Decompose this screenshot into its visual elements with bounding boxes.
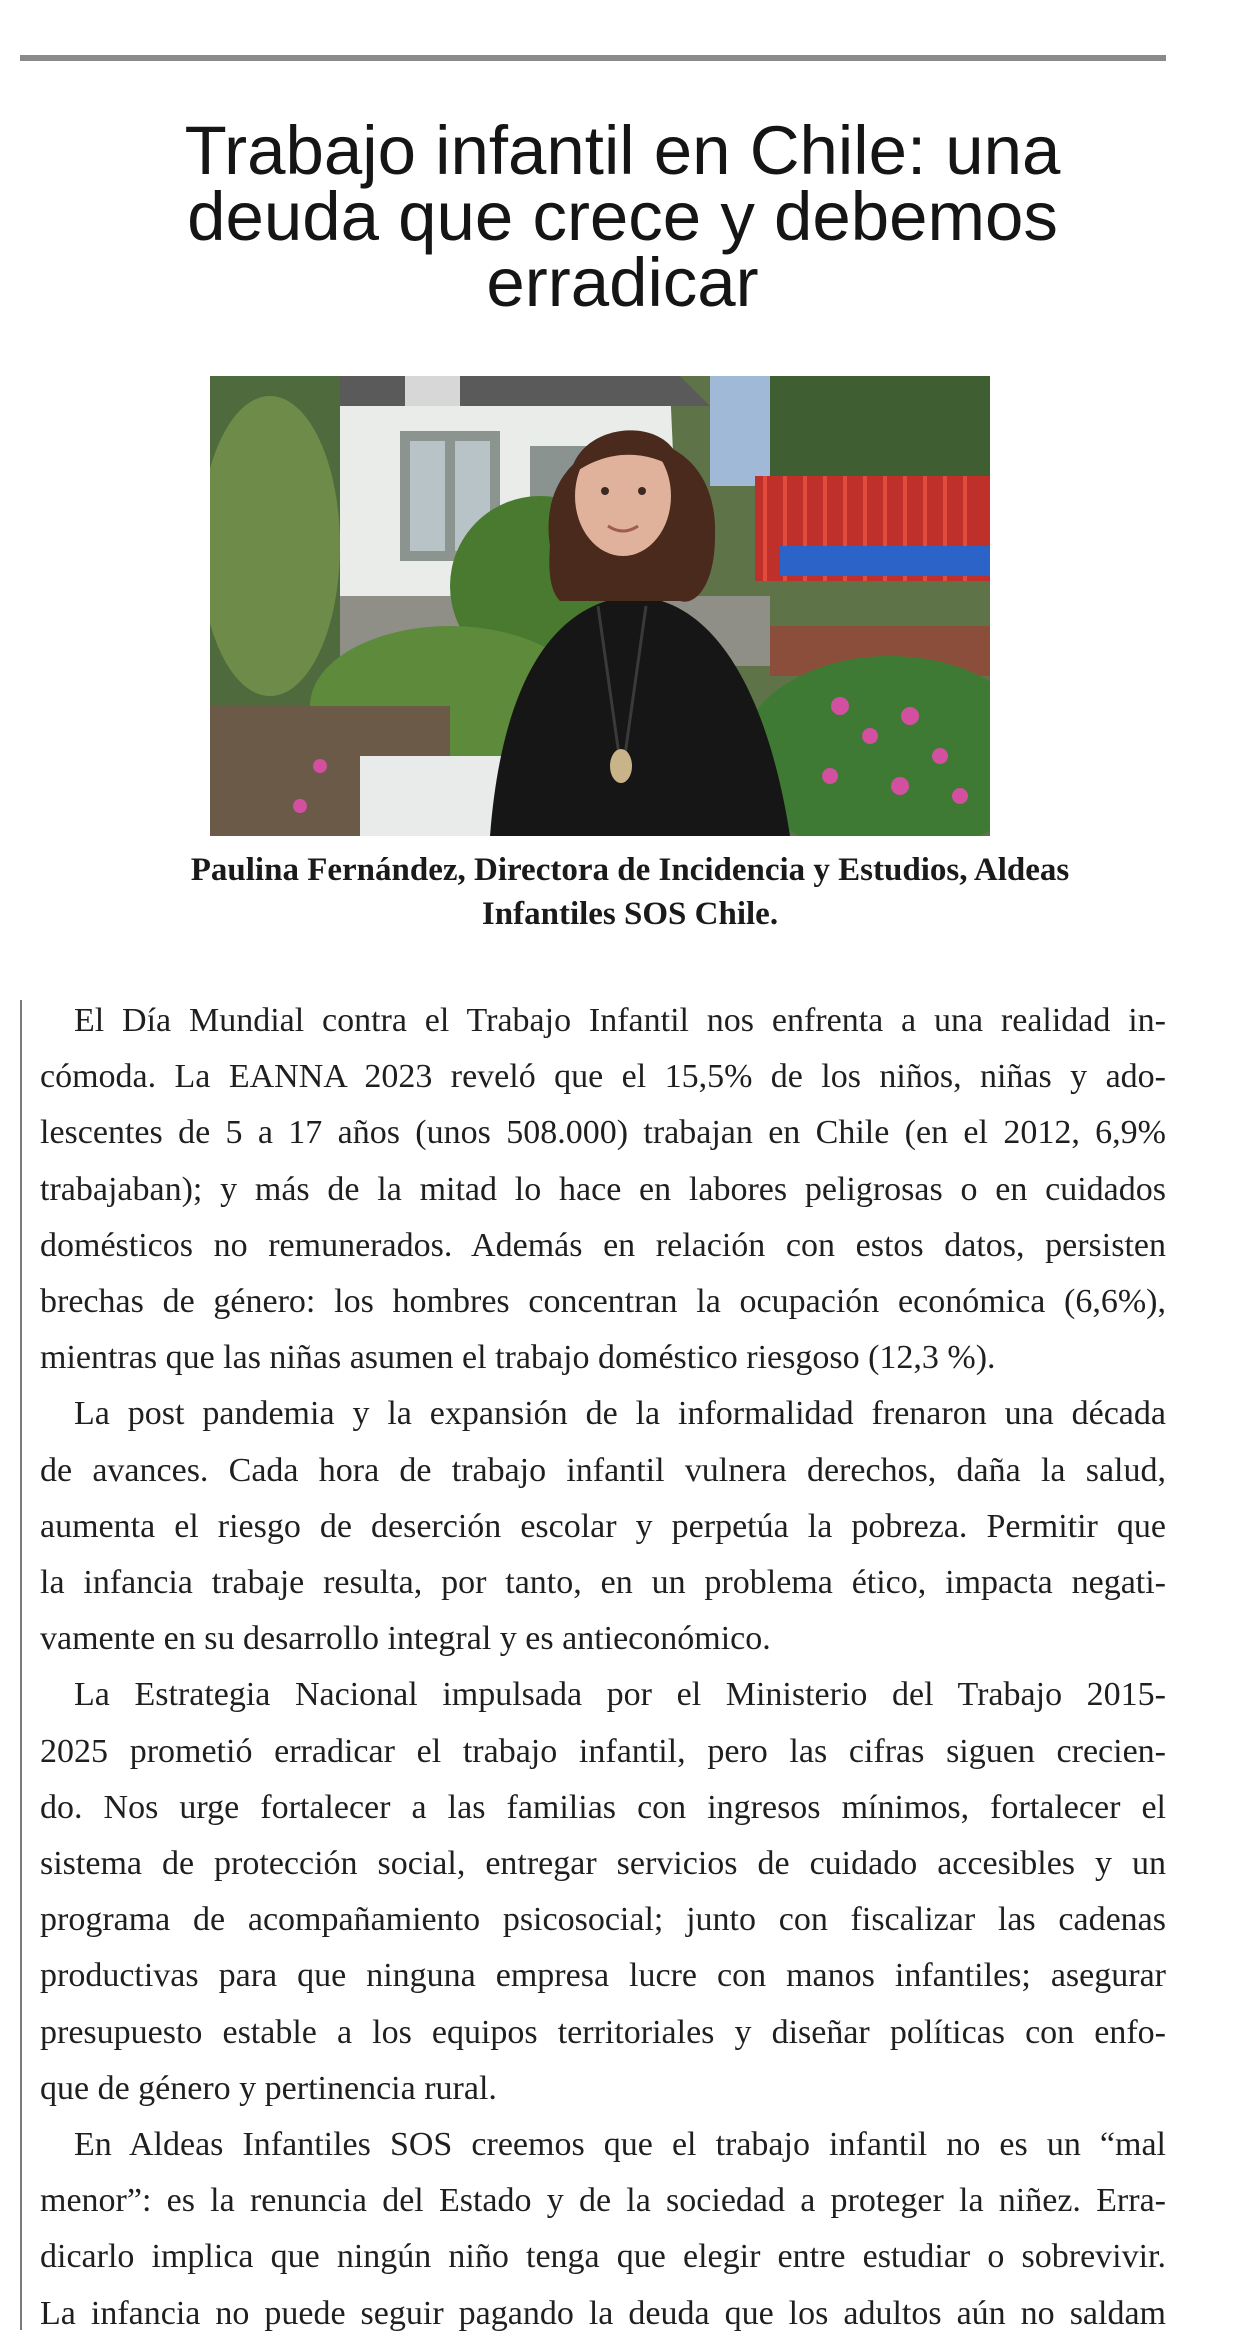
text-line: sistema de protección social, entregar servicios de cuidado accesibles y un [40, 1845, 1166, 1883]
text-line: domésticos no remunerados. Además en relación con estos datos, persisten [40, 1226, 1166, 1264]
text-line: do. Nos urge fortalecer a las familias con ingresos mínimos, fortalecer el [40, 1788, 1166, 1826]
text-line: lescentes de 5 a 17 años (unos 508.000) trabajan en Chile (en el 2012, 6,9% [40, 1114, 1166, 1152]
text-line: dicarlo implica que ningún niño tenga que elegir entre estudiar o sobrevivir. [40, 2238, 1166, 2276]
text-line: La Estrategia Nacional impulsada por el Ministerio del Trabajo 2015- [74, 1676, 1166, 1714]
text-line: la infancia trabaje resulta, por tanto, en un problema ético, impacta negati- [40, 1564, 1166, 1602]
text-line: trabajaban); y más de la mitad lo hace en labores peligrosas o en cuidados [40, 1170, 1166, 1208]
text-line: presupuesto estable a los equipos territoriales y diseñar políticas con enfo- [40, 2013, 1166, 2051]
text-line: aumenta el riesgo de deserción escolar y perpetúa la pobreza. Permitir que [40, 1507, 1166, 1545]
text-line: vamente en su desarrollo integral y es antieconómico. [40, 1620, 771, 1658]
caption-line: Infantiles SOS Chile. [481, 896, 779, 932]
portrait-photo-illustration [210, 376, 990, 836]
text-line: cómoda. La EANNA 2023 reveló que el 15,5% de los niños, niñas y ado- [40, 1058, 1166, 1096]
paragraph-3 [40, 1667, 1166, 2117]
text-line: mientras que las niñas asumen el trabajo doméstico riesgoso (12,3 %). [40, 1339, 996, 1377]
headline-line: Trabajo infantil en Chile: una [184, 112, 1061, 189]
text-line: de avances. Cada hora de trabajo infantil vulnera derechos, daña la salud, [40, 1451, 1166, 1489]
photo-caption [80, 848, 1180, 936]
left-margin-line [20, 1000, 22, 2330]
text-line: 2025 prometió erradicar el trabajo infantil, pero las cifras siguen crecien- [40, 1732, 1166, 1770]
paragraph-4 [40, 2117, 1166, 2342]
top-rule [20, 55, 1166, 61]
portrait-photo [210, 376, 990, 836]
text-line: productivas para que ninguna empresa lucre con manos infantiles; asegurar [40, 1957, 1166, 1995]
headline-line: erradicar [486, 244, 759, 321]
headline [0, 112, 1245, 321]
text-line: menor”: es la renuncia del Estado y de la sociedad a proteger la niñez. Erra- [40, 2182, 1166, 2220]
text-line: La post pandemia y la expansión de la informalidad frenaron una década [74, 1395, 1166, 1433]
text-line: El Día Mundial contra el Trabajo Infantil nos enfrenta a una realidad in- [74, 1002, 1166, 1039]
text-line: programa de acompañamiento psicosocial; junto con fiscalizar las cadenas [40, 1901, 1166, 1939]
article-body [40, 993, 1166, 2342]
text-line: En Aldeas Infantiles SOS creemos que el trabajo infantil no es un “mal [74, 2126, 1166, 2164]
text-line: brechas de género: los hombres concentran la ocupación económica (6,6%), [40, 1283, 1166, 1321]
text-line: que de género y pertinencia rural. [40, 2069, 497, 2107]
caption-line: Paulina Fernández, Directora de Incidencia y Estudios, Aldeas [190, 852, 1070, 888]
text-line: La infancia no puede seguir pagando la deuda que los adultos aún no saldam [40, 2294, 1166, 2332]
paragraph-2 [40, 1386, 1166, 1667]
paragraph-1 [40, 993, 1166, 1386]
headline-line: deuda que crece y debemos [187, 178, 1058, 255]
